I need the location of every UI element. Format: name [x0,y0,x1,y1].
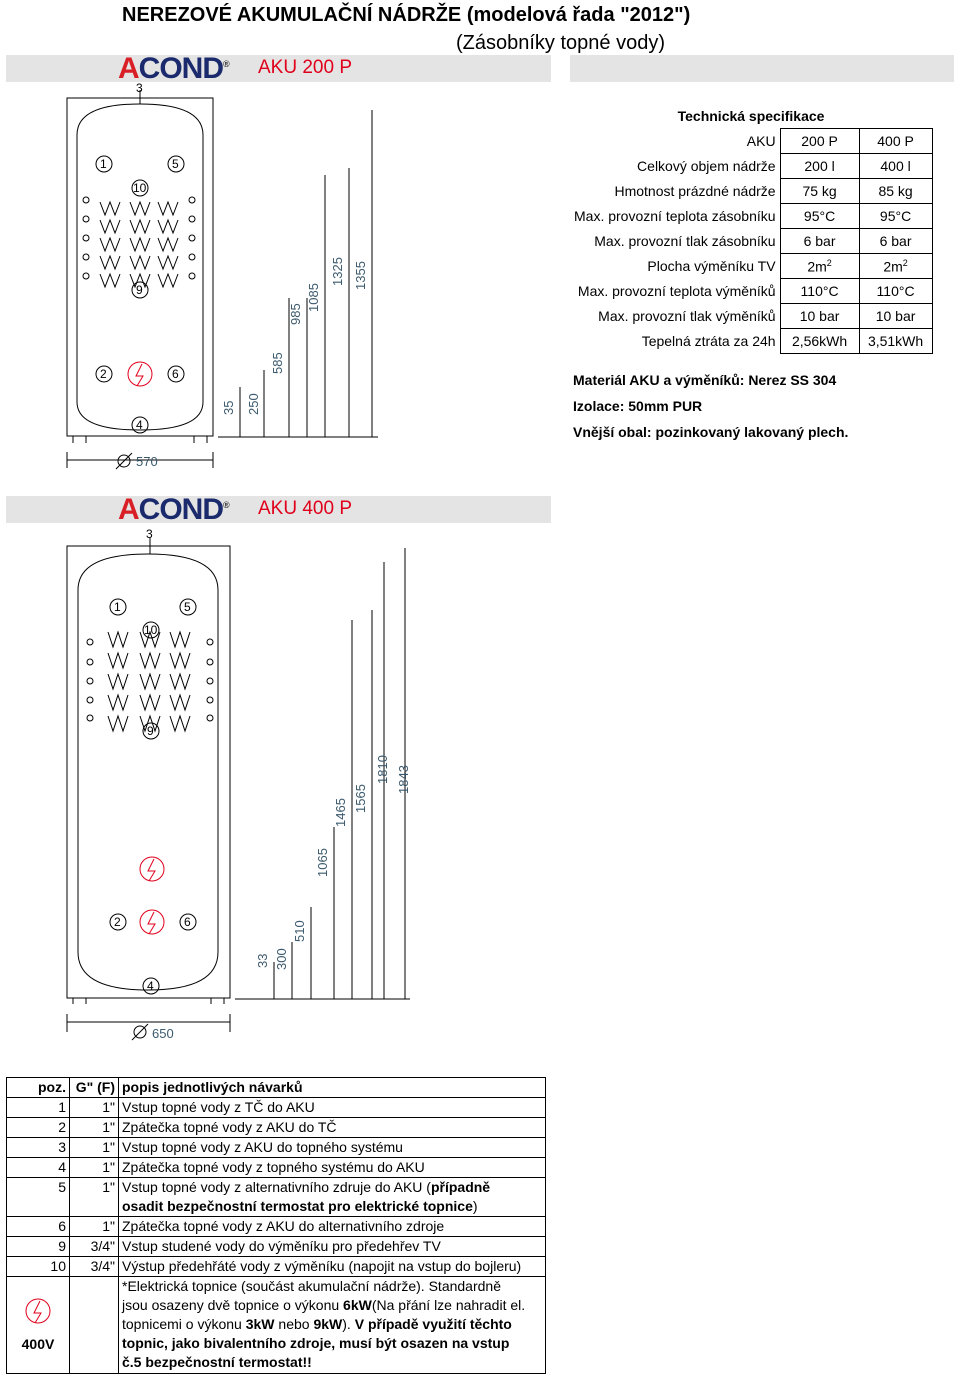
table-row [7,1237,546,1257]
spec-row-v1: $2m^2$ [780,254,859,279]
dim-label: 250 [246,393,261,415]
heater-cell [7,1277,70,1374]
model-band-1-right [570,55,954,82]
dim-label: 33 [255,953,270,968]
legend-pos: 9 [7,1237,70,1257]
conn-label: 9 [136,283,143,297]
dim-label: 1565 [353,784,368,813]
dim-label: 1465 [333,798,348,827]
spec-row-v2: 110°C [859,279,932,304]
legend-size: 1" [70,1217,119,1237]
spec-row-label: Max. provozní tlak výměníků [570,304,780,329]
spec-header-col1: 200 P [780,129,859,154]
diameter-label: 570 [136,454,158,469]
spec-row-label: Max. provozní tlak zásobníku [570,229,780,254]
conn-label: 5 [172,157,179,171]
table-row [7,1217,546,1237]
spec-row-v2: 6 bar [859,229,932,254]
spec-row-v2: $2m^2$ [859,254,932,279]
table-row [7,1257,546,1277]
spec-row-v2: 400 l [859,154,932,179]
spec-row-v1: 10 bar [780,304,859,329]
acond-logo-2: ACOND® [118,493,229,526]
material-text: Materiál AKU a výměníků: Nerez SS 304 [573,372,837,388]
legend-desc: Zpátečka topné vody z AKU do alternativního zdroje [119,1217,546,1237]
table-row [7,1118,546,1138]
dim-label: 300 [274,948,289,970]
dim-label: 35 [221,400,236,415]
conn-label: 1 [114,600,121,614]
tank-drawing-200 [0,80,560,475]
spec-title: Technická specifikace [677,108,825,124]
spec-row-label: Celkový objem nádrže [570,154,780,179]
legend-size: 1" [70,1158,119,1178]
spec-header-label: AKU [570,129,780,154]
dim-label: 1355 [353,261,368,290]
insulation-text: Izolace: 50mm PUR [573,398,703,414]
heater-size [70,1277,119,1374]
model-title-1: AKU 200 P [258,57,352,78]
conn-label: 3 [146,527,153,541]
legend-pos: 6 [7,1217,70,1237]
page-title: NEREZOVÉ AKUMULAČNÍ NÁDRŽE (modelová řada "2012") [122,4,691,26]
dim-label: 985 [288,303,303,325]
conn-label: 4 [147,979,154,993]
spec-table [570,104,933,354]
page-subtitle: (Zásobníky topné vody) [456,32,665,54]
legend-size: 3/4" [70,1237,119,1257]
spec-row-v2: 85 kg [859,179,932,204]
dim-label: 585 [270,352,285,374]
legend-pos: 1 [7,1098,70,1118]
spec-row-v1: 6 bar [780,229,859,254]
spec-row-v2: 10 bar [859,304,932,329]
conn-label: 2 [100,367,107,381]
legend-header-desc: popis jednotlivých návarků [119,1078,546,1098]
dim-label: 1325 [330,257,345,286]
table-row [7,1158,546,1178]
legend-size: 1" [70,1178,119,1217]
dim-label: 1085 [306,283,321,312]
spec-row-v1: 75 kg [780,179,859,204]
conn-label: 9 [147,724,154,738]
dim-label: 1810 [375,755,390,784]
heater-voltage: 400V [21,1336,55,1352]
legend-desc: Vstup topné vody z alternativního zdruje do AKU (případně osadit bezpečnostní termostat pro elektrické topnice) [119,1178,546,1217]
dim-label: 1843 [396,765,411,794]
legend-header-size: G" (F) [70,1078,119,1098]
conn-label: 6 [172,367,179,381]
outer-shell-text: Vnější obal: pozinkovaný lakovaný plech. [573,424,849,440]
table-row [7,1138,546,1158]
conn-label: 6 [184,915,191,929]
spec-row-v1: 2,56kWh [780,329,859,354]
legend-desc: Vstup topné vody z TČ do AKU [119,1098,546,1118]
legend-size: 1" [70,1138,119,1158]
heater-note: *Elektrická topnice (součást akumulační nádrže). Standardně jsou osazeny dvě topnice o výkonu 6kW(Na přání lze nahradit el. topnicemi o výkonu 3kW nebo 9kW). V případě využití těchto topnic, jako bivalentního zdroje, musí být osazen na vstup č.5 bezpečnostní termostat!! [119,1277,546,1374]
legend-desc: Zpátečka topné vody z AKU do TČ [119,1118,546,1138]
conn-label: 10 [133,181,147,195]
conn-label: 2 [114,915,121,929]
acond-logo-1: ACOND® [118,52,229,85]
diameter-label: 650 [152,1026,174,1041]
spec-row-label: Hmotnost prázdné nádrže [570,179,780,204]
legend-size: 1" [70,1118,119,1138]
conn-label: 5 [184,600,191,614]
spec-header-col2: 400 P [859,129,932,154]
spec-row-label: Max. provozní teplota zásobníku [570,204,780,229]
spec-row-v1: 200 l [780,154,859,179]
legend-size: 1" [70,1098,119,1118]
legend-desc: Výstup předehřáté vody z výměníku (napojit na vstup do bojleru) [119,1257,546,1277]
spec-row-label: Max. provozní teplota výměníků [570,279,780,304]
spec-row-v1: 110°C [780,279,859,304]
legend-header-pos: poz. [7,1078,70,1098]
conn-label: 3 [136,81,143,95]
spec-row-label: Tepelná ztráta za 24h [570,329,780,354]
tank-drawing-400 [0,522,560,1052]
legend-pos: 5 [7,1178,70,1217]
conn-label: 1 [100,157,107,171]
legend-pos: 2 [7,1118,70,1138]
dim-label: 510 [292,920,307,942]
spec-row-v2: 3,51kWh [859,329,932,354]
conn-label: 10 [144,623,158,637]
legend-desc: Zpátečka topné vody z topného systému do AKU [119,1158,546,1178]
legend-pos: 10 [7,1257,70,1277]
connection-legend-table [6,1077,546,1374]
spec-row-label: Plocha výměníku TV [570,254,780,279]
spec-row-v2: 95°C [859,204,932,229]
table-row [7,1178,546,1217]
heater-icon [23,1296,53,1330]
model-title-2: AKU 400 P [258,498,352,519]
conn-label: 4 [136,418,143,432]
legend-desc: Vstup studené vody do výměníku pro předehřev TV [119,1237,546,1257]
dim-label: 1065 [315,848,330,877]
legend-pos: 4 [7,1158,70,1178]
legend-size: 3/4" [70,1257,119,1277]
legend-pos: 3 [7,1138,70,1158]
legend-desc: Vstup topné vody z AKU do topného systému [119,1138,546,1158]
heater-row [7,1277,546,1374]
spec-row-v1: 95°C [780,204,859,229]
table-row [7,1098,546,1118]
